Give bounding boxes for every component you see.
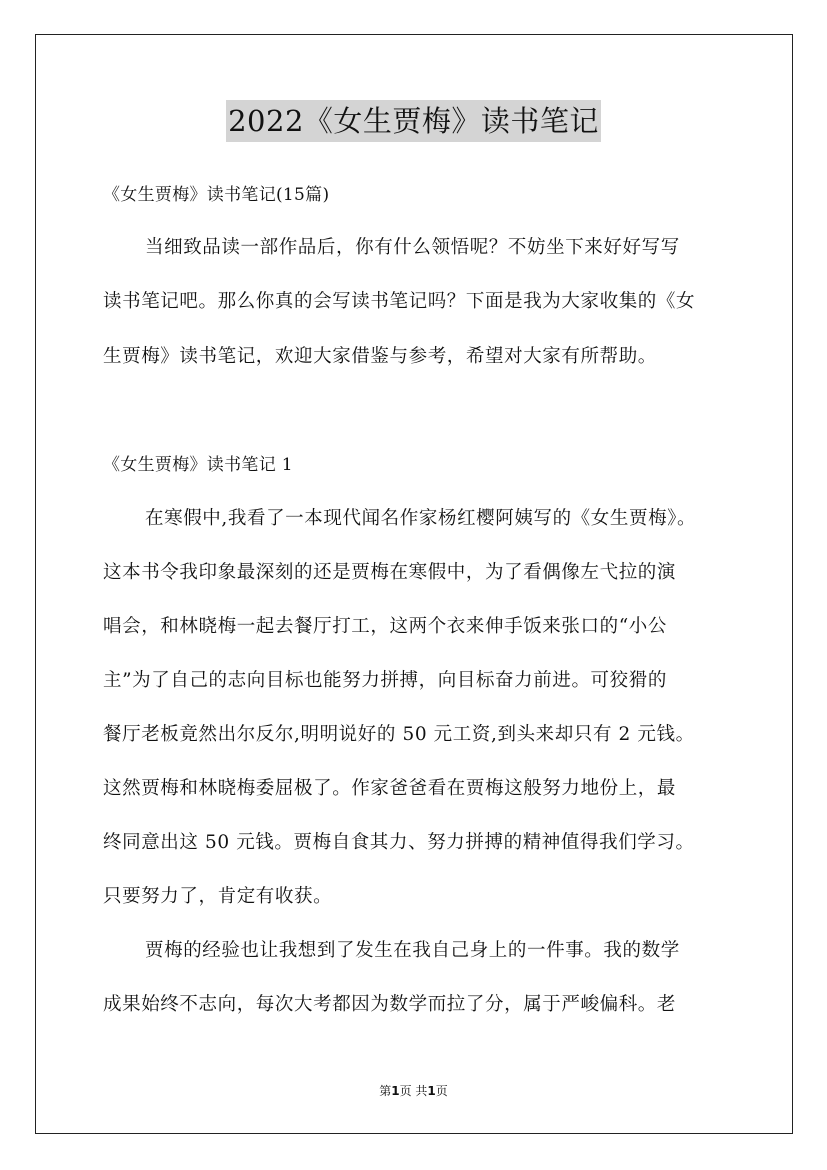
paragraph-line: 这然贾梅和林晓梅委屈极了。作家爸爸看在贾梅这般努力地份上，最 [103,778,677,799]
paragraph-line: 贾梅的经验也让我想到了发生在我自己身上的一件事。我的数学 [145,940,680,961]
footer-prefix: 第 [379,1084,392,1098]
document-title [0,100,827,142]
footer-page-total: 1 [427,1084,436,1098]
paragraph-line: 主”为了自己的志向目标也能努力拼搏，向目标奋力前进。可狡猾的 [103,670,667,691]
paragraph-line: 在寒假中,我看了一本现代闻名作家杨红樱阿姨写的《女生贾梅》。 [145,508,697,529]
footer-suffix: 页 [435,1084,448,1098]
intro-line-1: 当细致品读一部作品后，你有什么领悟呢？不妨坐下来好好写写 [145,237,680,258]
footer-mid: 页 共 [399,1084,428,1098]
page-footer [0,1083,827,1099]
paragraph-line: 餐厅老板竟然出尔反尔,明明说好的 50 元工资,到头来却只有 2 元钱。 [103,724,695,745]
paragraph-line: 只要努力了，肯定有收获。 [103,886,333,907]
document-subtitle: 《女生贾梅》读书笔记(15篇) [103,185,330,205]
paragraph-line: 终同意出这 50 元钱。贾梅自食其力、努力拼搏的精神值得我们学习。 [103,832,695,853]
document-title-text: 2022《女生贾梅》读书笔记 [226,100,601,142]
paragraph-line: 成果始终不志向，每次大考都因为数学而拉了分，属于严峻偏科。老 [103,994,677,1015]
section-heading: 《女生贾梅》读书笔记 1 [103,455,293,475]
paragraph-line: 这本书令我印象最深刻的还是贾梅在寒假中，为了看偶像左弋拉的演 [103,562,677,583]
footer-page-number: 1 [391,1084,400,1098]
paragraph-line: 唱会，和林晓梅一起去餐厅打工，这两个衣来伸手饭来张口的“小公 [103,616,667,637]
intro-line-2: 读书笔记吧。那么你真的会写读书笔记吗？下面是我为大家收集的《女 [103,291,696,312]
intro-line-3: 生贾梅》读书笔记，欢迎大家借鉴与参考，希望对大家有所帮助。 [103,346,657,367]
